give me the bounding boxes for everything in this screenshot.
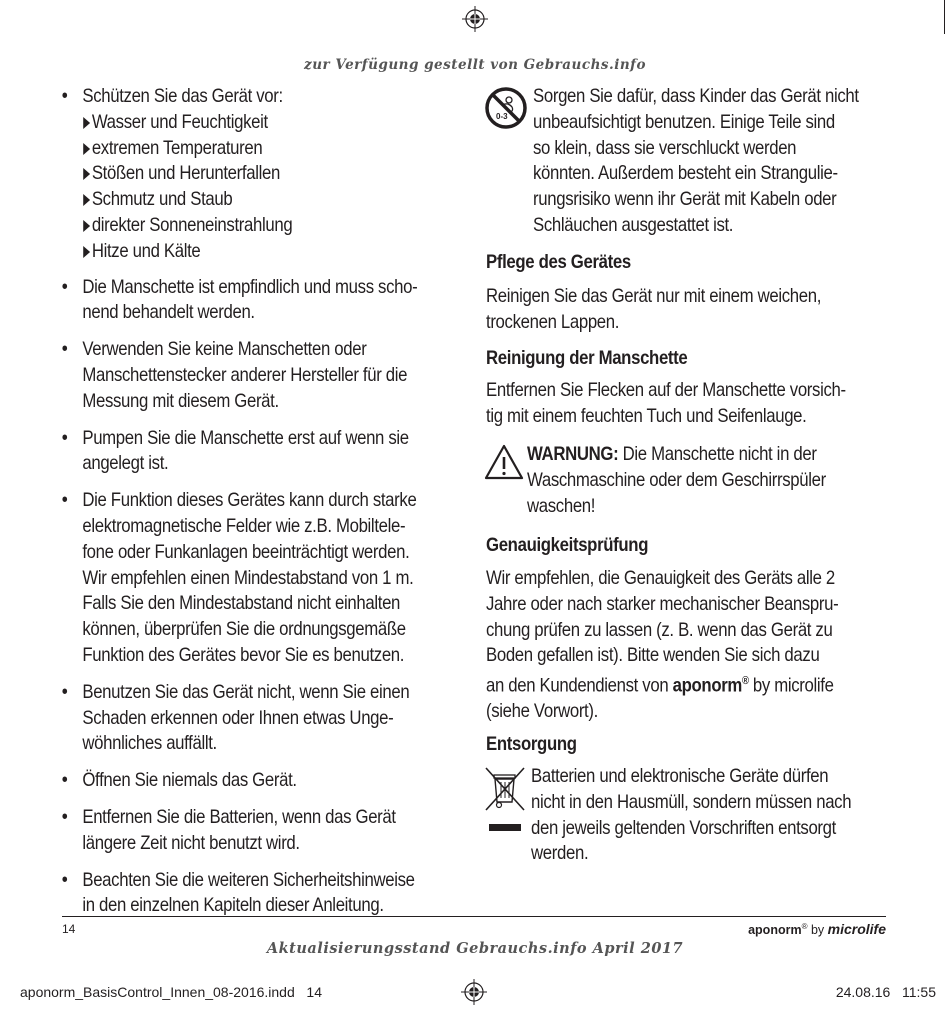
care-heading: Pflege des Gerätes: [486, 251, 631, 273]
page-number: 14: [62, 922, 76, 936]
warning-text-block: [527, 442, 897, 519]
warning-text: Die Manschette nicht in der Waschmaschine oder dem Geschirrspüler waschen!: [527, 443, 826, 517]
header-note: zur Verfügung gestellt von Gebrauchs.info: [304, 57, 646, 73]
list-item: • Benutzen Sie das Gerät nicht, wenn Sie einen Schaden erkennen oder Ihnen etwas Unge- wöhnliches auffällt.: [60, 680, 470, 757]
children-note: Sorgen Sie dafür, dass Kinder das Gerät nicht unbeaufsichtigt benutzen. Einige Teile sind so klein, dass sie verschluckt werden könnten. Außerdem besteht ein Strangulie- rungsrisiko wenn ihr Gerät mit Kabeln oder Schläuchen ausgestattet ist.: [533, 85, 859, 236]
list-item: • Die Manschette ist empfindlich und muss scho- nend behandelt werden.: [60, 275, 470, 327]
accuracy-text-before: Wir empfehlen, die Genauigkeit des Geräts alle 2 Jahre oder nach starker mechanischer Beanspru- chung prüfen zu lassen (z. B. wenn das Gerät zu Boden gefallen ist). Bitte wenden Sie sich dazu an den Kundendienst von: [486, 567, 839, 697]
warning-label: WARNUNG:: [527, 443, 619, 465]
list-item: • Die Funktion dieses Gerätes kann durch starke elektromagnetische Felder wie z.B. Mobiltele- fone oder Funkanlagen beeinträchtigt werden. Wir empfehlen einen Mindestabstand von 1 m. Falls Sie den Mindestabstand nicht einhalten können, überprüfen Sie die ordnungsgemäße Funktion des Gerätes bevor Sie es benutzen.: [60, 488, 470, 669]
slug-file: aponorm_BasisControl_Innen_08-2016.indd 14: [20, 984, 322, 1000]
sub-list-item: Wasser und Feuchtigkeit: [82, 110, 470, 136]
list-item: [60, 84, 470, 265]
footer-registered-mark: ®: [801, 921, 808, 931]
registration-mark-icon: [461, 979, 487, 1005]
brand-name: aponorm: [672, 674, 742, 697]
slug-datetime: 24.08.16 11:55: [835, 984, 936, 1000]
registered-mark: ®: [741, 675, 749, 688]
footer-note: Aktualisierungsstand Gebrauchs.info April 2017: [266, 940, 684, 957]
sub-list-item: extremen Temperaturen: [82, 136, 470, 162]
care-text: Reinigen Sie das Gerät nur mit einem weichen, trockenen Lappen.: [486, 285, 822, 333]
accuracy-text: [486, 566, 896, 725]
sub-list-item: Stößen und Herunterfallen: [82, 161, 470, 187]
warning-triangle-icon: [484, 444, 524, 480]
footer-brand: [700, 921, 886, 937]
disposal-text: Batterien und elektronische Geräte dürfen nicht in den Hausmüll, sondern müssen nach den jeweils geltenden Vorschriften entsorgt werden.: [531, 765, 852, 865]
age-label: 0-3: [496, 112, 508, 121]
list-item: • Pumpen Sie die Manschette erst auf wenn sie angelegt ist.: [60, 426, 470, 478]
footer-microlife: microlife: [827, 921, 886, 937]
list-item: • Entfernen Sie die Batterien, wenn das Gerät längere Zeit nicht benutzt wird.: [60, 805, 470, 857]
sub-list-item: Schmutz und Staub: [82, 187, 470, 213]
left-column: [60, 84, 470, 930]
accuracy-text-after: by microlife (siehe Vorwort).: [486, 674, 834, 723]
sub-list-item: Hitze und Kälte: [82, 239, 470, 265]
footer-brand-name: aponorm: [748, 923, 802, 937]
no-small-children-icon: [484, 86, 528, 130]
protect-sub-list: [82, 110, 470, 265]
crossed-out-bin-icon: [484, 764, 526, 834]
protect-intro: Schützen Sie das Gerät vor:: [82, 85, 283, 107]
list-item: • Beachten Sie die weiteren Sicherheitshinweise in den einzelnen Kapiteln dieser Anleitung.: [60, 868, 470, 920]
list-item: • Öffnen Sie niemals das Gerät.: [60, 768, 470, 794]
footer-by: by: [807, 923, 828, 937]
sub-list-item: direkter Sonneneinstrahlung: [82, 213, 470, 239]
disposal-heading: Entsorgung: [486, 733, 577, 755]
cuff-cleaning-text: Entfernen Sie Flecken auf der Manschette vorsich- tig mit einem feuchten Tuch und Seifenlauge.: [486, 379, 846, 427]
footer-divider: [62, 916, 886, 917]
crop-mark: [944, 0, 945, 34]
accuracy-heading: Genauigkeitsprüfung: [486, 534, 649, 556]
cuff-cleaning-heading: Reinigung der Manschette: [486, 347, 688, 369]
list-item: • Verwenden Sie keine Manschetten oder Manschettenstecker anderer Hersteller für die Messung mit diesem Gerät.: [60, 337, 470, 414]
registration-mark-icon: [462, 6, 488, 32]
safety-bullet-list: [60, 84, 470, 919]
